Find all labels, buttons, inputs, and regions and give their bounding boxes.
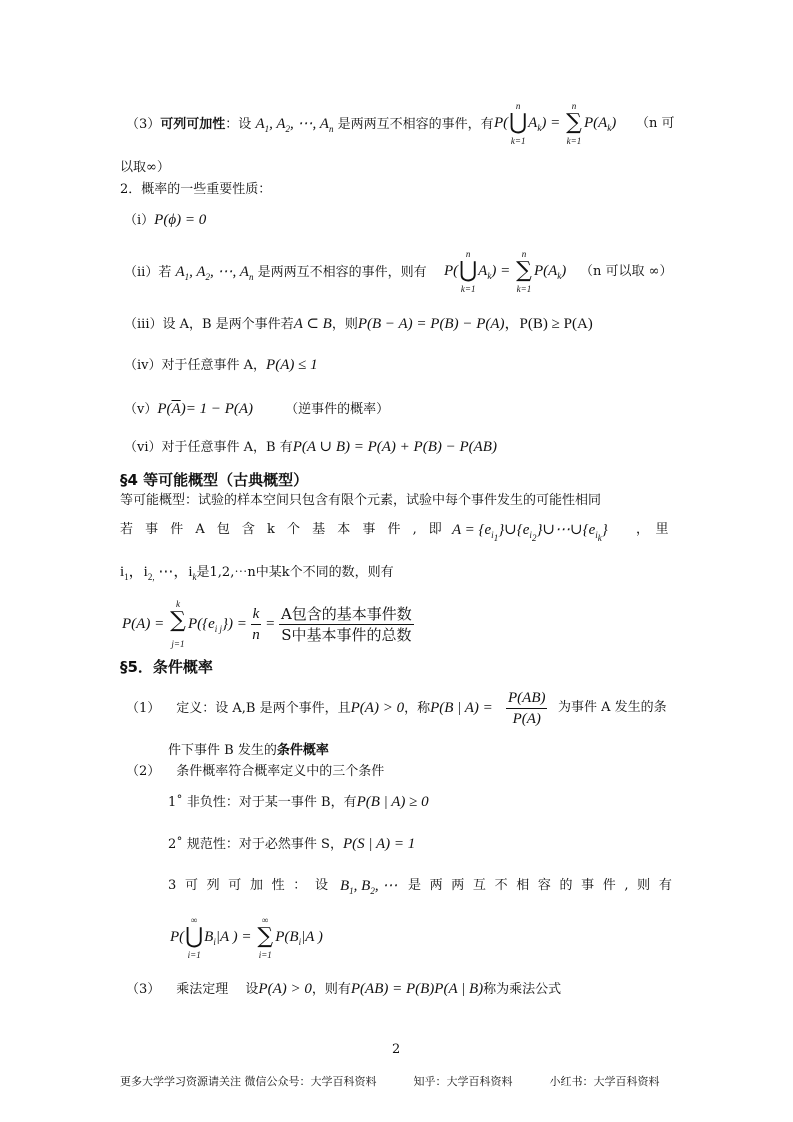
property-i: （i）P(ϕ) = 0: [124, 212, 207, 228]
item-number: （3）: [126, 117, 161, 132]
page-number: 2: [392, 1042, 401, 1057]
property-iii: （iii）设 A，B 是两个事件若A ⊂ B，则P(B − A) = P(B) − P(A)，P(B) ≥ P(A): [124, 316, 593, 332]
normalization: 2˚ 规范性：对于必然事件 S，P(S | A) = 1: [168, 836, 416, 852]
formula: P(ϕ) = 0: [154, 212, 207, 228]
event-decomposition: $A = \{e_{i_1}\}\cup\{e_{i_2}\}\cup\cdots\cup\{e_{i_k}\}$: [452, 522, 608, 543]
axiom-3-line: [126, 114, 494, 139]
conditional-definition: （1） 定义：设 A,B 是两个事件，且P(A) > 0，称P(B | A) =: [126, 700, 493, 716]
footer-wechat: 更多大学学习资源请关注 微信公众号：大学百科资料: [120, 1075, 377, 1088]
non-negativity: 1˚ 非负性：对于某一事件 B，有P(B | A) ≥ 0: [168, 794, 429, 810]
axiom-3-formula: P( n ⋃ k=1 $A_k$) = n ∑ k=1 $P(A_k)$: [494, 100, 617, 146]
property-vi: （vi）对于任意事件 A，B 有P(A ∪ B) = P(A) + P(B) − P(AB): [124, 439, 497, 455]
footer: [120, 1073, 660, 1089]
heading-section-5: §5．条件概率: [120, 658, 213, 676]
additivity-spaced-a: 3 可 列 可 加 性 ： 设: [168, 878, 328, 893]
axiom-3-tail: （n 可: [636, 116, 675, 131]
property-ii-formula: P( n ⋃ k=1 $A_k$) = n ∑ k=1 $P(A_k)$: [444, 248, 567, 294]
multiplication-rule: （3） 乘法定理 设P(A) > 0，则有P(AB) = P(B)P(A | B)称为乘法公式: [126, 981, 562, 997]
conditional-axioms: （2） 条件概率符合概率定义中的三个条件: [126, 764, 385, 779]
section-2-title: 2．概率的一些重要性质：: [120, 182, 272, 197]
footer-xiaohongshu: 小红书：大学百科资料: [549, 1075, 660, 1088]
additivity-spaced-b: 是 两 两 互 不 相 容 的 事 件 , 则 有: [408, 878, 672, 893]
property-v: $(v)P(\overline{A})= 1 - P(A)$ （逆事件的概率）: [124, 401, 390, 417]
index-line: $i_1$，$i_{2,}$ ⋯，$i_k$是1,2,⋯n中某k个不同的数，则有: [120, 564, 394, 582]
property-ii: （ii）若 $A_1$, $A_2$, ⋯, $A_n$ 是两两互不相容的事件，则有: [124, 264, 427, 282]
additivity-vars: $B_1$, $B_2$, ⋯: [340, 878, 398, 896]
axiom-3-cont: 以取∞）: [120, 160, 170, 175]
text: ：设: [225, 117, 252, 132]
footer-zhihu: 知乎：大学百科资料: [413, 1075, 513, 1088]
conditional-fraction: $\frac{P(AB)}{P(A)}$: [508, 690, 546, 727]
additivity-formula: P( ∞ ⋃ i=1 $B_i|A$ ) = ∞ ∑ i=1 $P(B_i|A$ ): [170, 914, 323, 960]
equiprobable-definition: 等可能概型：试验的样本空间只包含有限个元素，试验中每个事件发生的可能性相同: [120, 493, 602, 508]
heading-section-4: §4 等可能概型（古典概型）: [120, 471, 309, 489]
classical-probability-formula: P(A) = k ∑ j=1 $P(\{e_{i j}\})$ = $\frac{k}{n}$ = $\frac{\text{A包含的基本事件数}}{\text{S中基本事件的总数}}$: [122, 598, 412, 649]
property-ii-tail: （n 可以取 ∞）: [580, 264, 673, 279]
math-vars: $A_1$, $A_2$, ⋯, $A_n$: [255, 116, 334, 134]
spaced-sentence: 若 事 件 A 包 含 k 个 基 本 事 件 , 即: [120, 522, 442, 537]
text: 是两两互不相容的事件，有: [337, 117, 494, 132]
axiom-title: 可列可加性: [160, 117, 226, 132]
conditional-definition-tail: 为事件 A 发生的条: [558, 700, 667, 715]
property-iv: （iv）对于任意事件 A，P(A) ≤ 1: [124, 357, 318, 373]
conditional-definition-cont: 件下事件 B 发生的条件概率: [168, 743, 329, 758]
spaced-tail: ， 里: [636, 522, 669, 537]
